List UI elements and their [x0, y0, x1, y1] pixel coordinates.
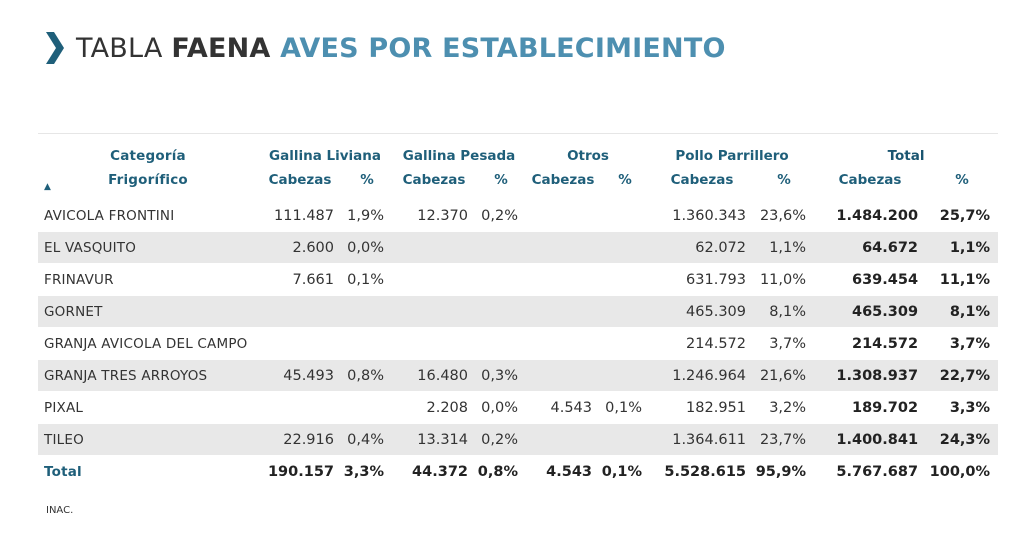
cell-cabezas	[392, 264, 476, 296]
cell-total-pct: 100,0%	[929, 464, 991, 480]
cell-pct: 0,0%	[481, 399, 519, 416]
cell-cabezas: 111.487	[258, 198, 342, 232]
cell-total-pct: 11,1%	[939, 271, 991, 288]
cell-pct	[476, 232, 526, 264]
cell-total-pct: 8,1%	[926, 296, 998, 328]
cell-pct	[600, 360, 650, 392]
cell-cabezas	[526, 198, 600, 232]
cell-cabezas: 7.661	[292, 271, 334, 288]
cell-cabezas	[526, 328, 600, 360]
title-part-aves: AVES POR ESTABLECIMIENTO	[280, 32, 726, 64]
table-row	[38, 198, 998, 232]
header-cabezas: Cabezas	[814, 164, 926, 198]
cell-total-pct: 3,7%	[949, 335, 991, 352]
cell-cabezas	[526, 424, 600, 456]
cell-cabezas: 190.157	[267, 464, 334, 480]
cell-total-cabezas: 1.308.937	[814, 360, 926, 392]
cell-total-pct: 22,7%	[926, 360, 998, 392]
cell-pct: 95,9%	[755, 464, 807, 480]
cell-pct: 1,9%	[342, 198, 392, 232]
cell-cabezas: 4.543	[546, 464, 593, 480]
cell-total-pct: 24,3%	[926, 424, 998, 456]
cell-pct: 0,8%	[342, 360, 392, 392]
cell-pct: 11,0%	[759, 271, 807, 288]
cell-pct	[342, 392, 392, 424]
cell-cabezas: 1.246.964	[650, 360, 754, 392]
cell-cabezas	[258, 392, 342, 424]
cell-pct	[476, 296, 526, 328]
cell-cabezas	[526, 296, 600, 328]
cell-cabezas: 16.480	[392, 360, 476, 392]
header-cabezas: Cabezas	[258, 164, 342, 198]
header-otros: Otros	[526, 134, 650, 165]
cell-total-cabezas: 214.572	[851, 335, 919, 352]
header-pct: %	[600, 164, 650, 198]
cell-frigorifico: AVICOLA FRONTINI	[38, 198, 258, 232]
cell-cabezas: 5.528.615	[664, 464, 747, 480]
cell-cabezas	[526, 232, 600, 264]
cell-pct	[600, 328, 650, 360]
cell-cabezas: 22.916	[258, 424, 342, 456]
cell-pct: 1,1%	[754, 232, 814, 264]
cell-pct: 0,3%	[476, 360, 526, 392]
cell-pct: 0,1%	[605, 399, 643, 416]
header-frigorifico-label: Frigorífico	[108, 172, 188, 188]
total-row	[38, 456, 998, 489]
cell-cabezas: 631.793	[686, 271, 747, 288]
faena-table	[38, 133, 998, 488]
cell-cabezas	[526, 264, 600, 296]
cell-total-cabezas: 189.702	[851, 399, 919, 416]
header-pct: %	[926, 164, 998, 198]
cell-pct	[476, 328, 526, 360]
header-pct: %	[754, 164, 814, 198]
table-row	[38, 424, 998, 456]
cell-pct: 0,1%	[601, 464, 643, 480]
cell-cabezas: 2.208	[426, 399, 469, 416]
header-cabezas: Cabezas	[650, 164, 754, 198]
cell-pct: 0,8%	[477, 464, 519, 480]
cell-cabezas: 465.309	[650, 296, 754, 328]
cell-cabezas: 44.372	[412, 464, 469, 480]
header-gallina-liviana: Gallina Liviana	[258, 134, 392, 165]
header-frigorifico[interactable]	[38, 164, 258, 198]
cell-cabezas	[392, 328, 476, 360]
cell-total-pct: 3,3%	[949, 399, 991, 416]
cell-pct: 21,6%	[754, 360, 814, 392]
cell-total-cabezas: 5.767.687	[836, 464, 919, 480]
header-pollo-parrillero: Pollo Parrillero	[650, 134, 814, 165]
cell-pct: 0,4%	[342, 424, 392, 456]
table-row	[38, 360, 998, 392]
cell-pct	[342, 296, 392, 328]
cell-cabezas: 2.600	[258, 232, 342, 264]
cell-frigorifico: GRANJA TRES ARROYOS	[38, 360, 258, 392]
chevron-right-icon	[44, 30, 66, 66]
header-pct: %	[342, 164, 392, 198]
table-row	[38, 264, 998, 296]
cell-cabezas	[392, 232, 476, 264]
cell-frigorifico: FRINAVUR	[44, 271, 114, 288]
cell-total-label: Total	[44, 464, 82, 480]
cell-cabezas	[258, 328, 342, 360]
sort-ascending-icon[interactable]: ▲	[44, 182, 52, 192]
title-part-tabla: TABLA	[76, 32, 172, 64]
cell-cabezas: 1.364.611	[650, 424, 754, 456]
cell-pct: 0,1%	[347, 271, 385, 288]
cell-frigorifico: GORNET	[38, 296, 258, 328]
cell-pct	[342, 328, 392, 360]
page-title	[44, 30, 726, 66]
cell-pct	[600, 198, 650, 232]
cell-pct	[600, 232, 650, 264]
source-note: INAC.	[46, 505, 74, 516]
cell-total-cabezas: 1.484.200	[814, 198, 926, 232]
cell-cabezas: 45.493	[258, 360, 342, 392]
cell-cabezas: 214.572	[686, 335, 747, 352]
cell-cabezas: 1.360.343	[650, 198, 754, 232]
cell-frigorifico: GRANJA AVICOLA DEL CAMPO	[44, 335, 248, 352]
cell-total-pct: 25,7%	[926, 198, 998, 232]
cell-pct	[476, 264, 526, 296]
header-categoria: Categoría	[38, 134, 258, 165]
header-cabezas: Cabezas	[392, 164, 476, 198]
cell-pct: 0,0%	[342, 232, 392, 264]
cell-pct: 3,7%	[769, 335, 807, 352]
cell-pct: 8,1%	[754, 296, 814, 328]
cell-pct	[600, 296, 650, 328]
cell-cabezas	[392, 296, 476, 328]
cell-cabezas: 182.951	[686, 399, 747, 416]
cell-pct: 23,6%	[754, 198, 814, 232]
cell-cabezas	[526, 360, 600, 392]
header-total: Total	[814, 134, 998, 165]
cell-pct: 23,7%	[754, 424, 814, 456]
cell-cabezas: 4.543	[550, 399, 593, 416]
cell-pct	[600, 264, 650, 296]
cell-pct: 0,2%	[476, 198, 526, 232]
cell-pct: 0,2%	[476, 424, 526, 456]
cell-cabezas: 13.314	[392, 424, 476, 456]
cell-frigorifico: PIXAL	[44, 399, 84, 416]
cell-cabezas: 62.072	[650, 232, 754, 264]
header-cabezas: Cabezas	[526, 164, 600, 198]
cell-total-cabezas: 639.454	[851, 271, 919, 288]
header-pct: %	[476, 164, 526, 198]
cell-cabezas: 12.370	[392, 198, 476, 232]
cell-pct	[600, 424, 650, 456]
header-gallina-pesada: Gallina Pesada	[392, 134, 526, 165]
cell-total-pct: 1,1%	[926, 232, 998, 264]
cell-frigorifico: TILEO	[38, 424, 258, 456]
table-row	[38, 392, 998, 424]
table-row	[38, 328, 998, 360]
title-part-faena: FAENA	[171, 32, 281, 64]
cell-total-cabezas: 1.400.841	[814, 424, 926, 456]
table-row	[38, 232, 998, 264]
cell-total-cabezas: 64.672	[814, 232, 926, 264]
cell-pct: 3,3%	[343, 464, 385, 480]
cell-total-cabezas: 465.309	[814, 296, 926, 328]
cell-cabezas	[258, 296, 342, 328]
cell-frigorifico: EL VASQUITO	[38, 232, 258, 264]
table-row	[38, 296, 998, 328]
cell-pct: 3,2%	[769, 399, 807, 416]
title-text	[76, 33, 726, 64]
